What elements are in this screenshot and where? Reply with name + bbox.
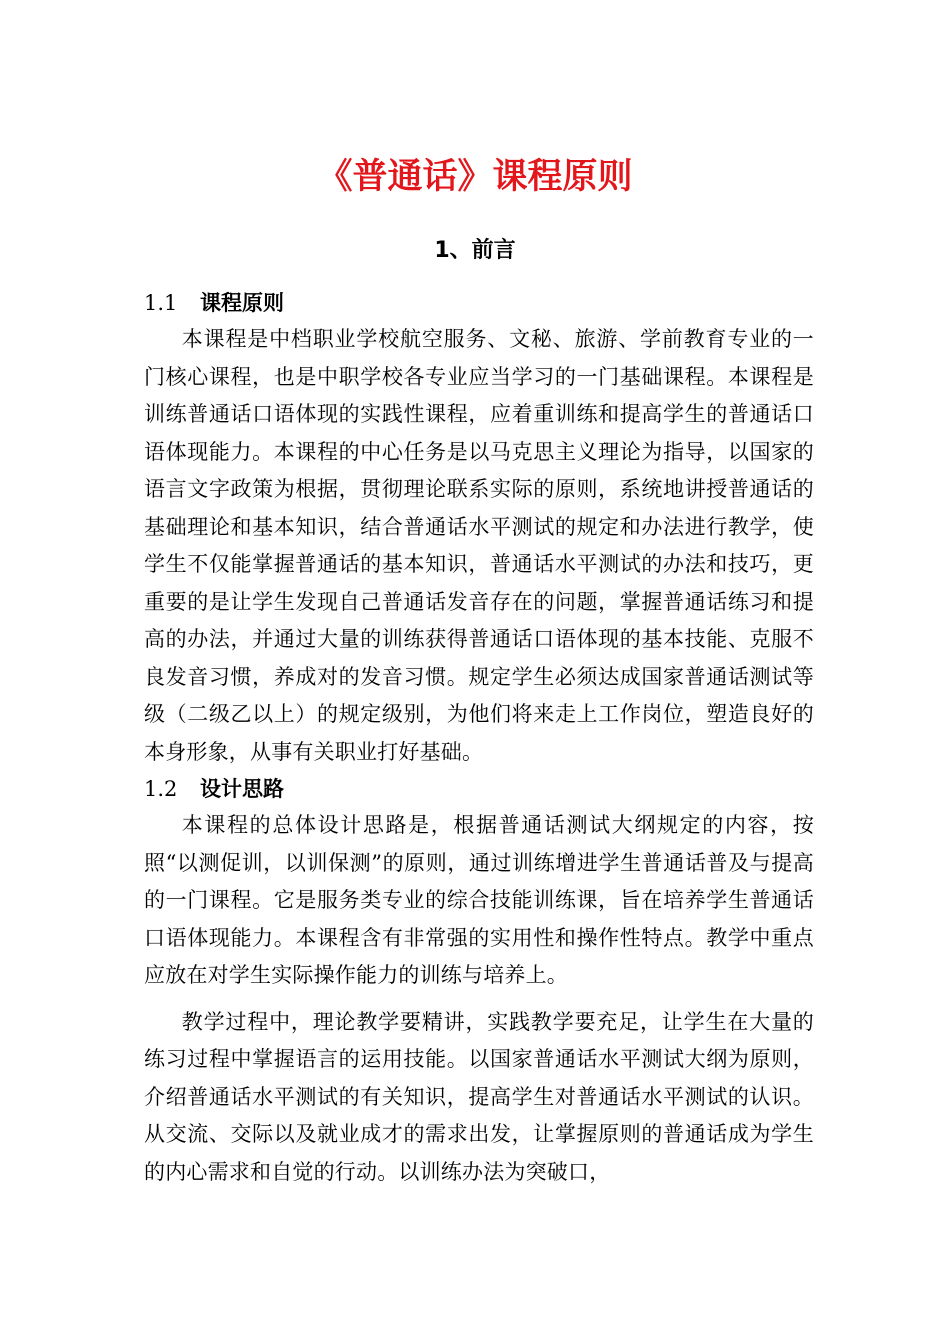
paragraph: 教学过程中，理论教学要精讲，实践教学要充足，让学生在大量的练习过程中掌握语言的运用技能。以国家普通话水平测试大纲为原则，介绍普通话水平测试的有关知识，提高学生对普通话水平测试的认识。从交流、交际以及就业成才的需求出发，让掌握原则的普通话成为学生的内心需求和自觉的行动。以训练办法为突破口， — [144, 1009, 814, 1184]
paragraph: 本课程的总体设计思路是，根据普通话测试大纲规定的内容，按照“以测促训，以训保测”的原则，通过训练增进学生普通话普及与提高的一门课程。它是服务类专业的综合技能训练课，旨在培养学生普通话口语体现能力。本课程含有非常强的实用性和操作性特点。教学中重点应放在对学生实际操作能力的训练与培养上。 — [144, 813, 814, 987]
subsection-title: 课程原则 — [200, 291, 284, 315]
subsection-number: 1.1 — [144, 291, 178, 315]
subsection-heading — [144, 285, 814, 321]
document-title: 《普通话》课程原则 — [317, 157, 633, 197]
document-body — [144, 285, 814, 1191]
section-heading-preface: 1、前言 — [434, 238, 516, 263]
paragraph: 本课程是中档职业学校航空服务、文秘、旅游、学前教育专业的一门核心课程，也是中职学校各专业应当学习的一门基础课程。本课程是训练普通话口语体现的实践性课程，应着重训练和提高学生的普通话口语体现能力。本课程的中心任务是以马克思主义理论为指导，以国家的语言文字政策为根据，贯彻理论联系实际的原则，系统地讲授普通话的基础理论和基本知识，结合普通话水平测试的规定和办法进行教学，使学生不仅能掌握普通话的基本知识，普通话水平测试的办法和技巧，更重要的是让学生发现自己普通话发音存在的问题，掌握普通话练习和提高的办法，并通过大量的训练获得普通话口语体现的基本技能、克服不良发音习惯，养成对的发音习惯。规定学生必须达成国家普通话测试等级（二级乙以上）的规定级别，为他们将来走上工作岗位，塑造良好的本身形象，从事有关职业打好基础。 — [144, 327, 814, 764]
subsection-title: 设计思路 — [200, 777, 284, 801]
subsection-heading — [144, 771, 814, 807]
subsection-number: 1.2 — [144, 777, 178, 801]
